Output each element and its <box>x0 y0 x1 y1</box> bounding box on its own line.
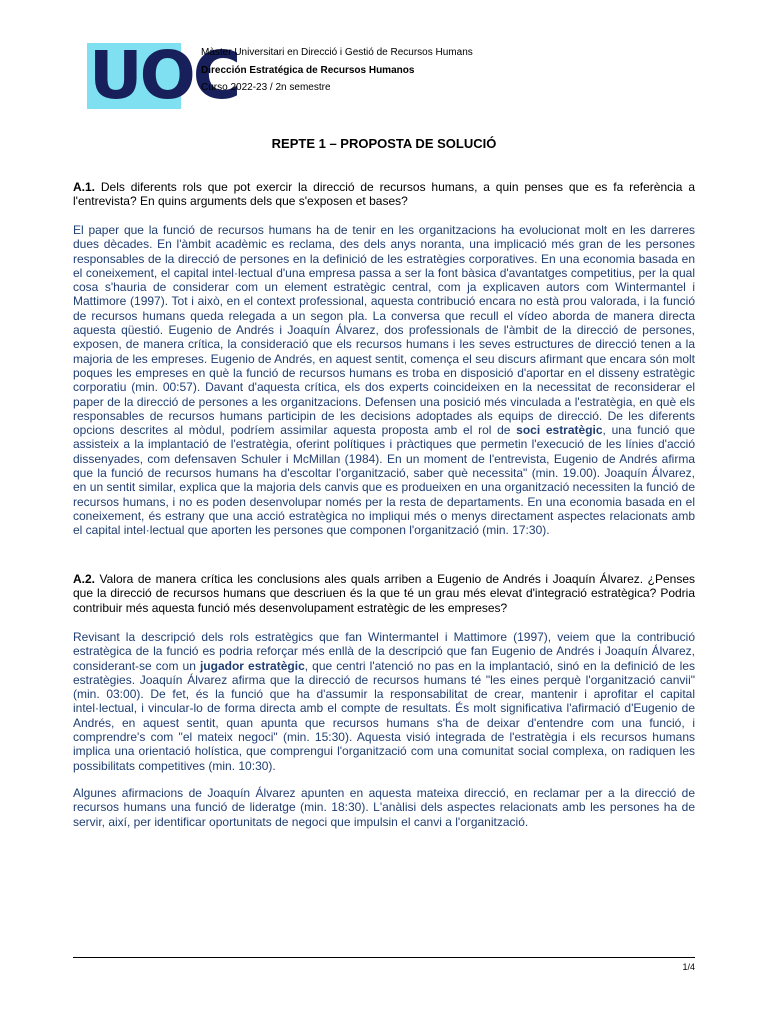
page-title: REPTE 1 – PROPOSTA DE SOLUCIÓ <box>271 136 497 151</box>
answer-a1-part2: , una funció que assisteix a la implantació de l'estratègia, oferint polítiques i pràctiques que permetin l'execució de les línies d'acció dissenyades, com defensaven Schuler i McMillan (1984). En un moment de l'entrevista, Eugenio de Andrés afirma que la funció de recursos humans ha d'escoltar l'organització, saber què necessita" (min. 19.00). Joaquín Álvarez, en un sentit similar, explica que la majoria dels canvis que es produeixen en una organització necessiten la funció de recursos humans, i no es poden desenvolupar només per la resta de departaments. En una economia basada en el coneixement, és estrany que una acció estratègica no impliqui més o menys directament aspectes relacionats amb el capital intel·lectual que aporten les persones que componen l'organització (min. 17:30). <box>73 423 696 538</box>
footer-divider <box>73 957 695 958</box>
question-a1 <box>73 180 695 209</box>
header-course: Dirección Estratégica de Recursos Humanos <box>201 65 415 76</box>
answer-a1-part1: El paper que la funció de recursos humans ha de tenir en les organitzacions ha evolucionat molt en les darreres dues dècades. En l'àmbit acadèmic es reclama, des dels anys noranta, una implicació més gran de les persones responsables de la direcció de persones en la definició de les estratègies corporatives. En una economia basada en el coneixement, el capital intel·lectual d'una empresa passa a ser la font bàsica d'avantatges competitius, per la qual cosa s'hauria de considerar com un element estratègic central, com ja explicaven autors com Wintermantel i Mattimore (1997). Tot i això, en el context professional, aquesta contribució encara no està prou valorada, i la funció de recursos humans queda relegada a un segon pla. La conversa que recull el vídeo aborda de manera directa aquesta qüestió. Eugenio de Andrés i Joaquín Álvarez, dos professionals de l'àmbit de la direcció de persones, exposen, de manera crítica, la consideració que els recursos humans i les seves estructures de direcció tenen a la majoria de les empreses. Eugenio de Andrés, en aquest sentit, comença el seu discurs afirmant que encara són molt poques les empreses en què la funció de recursos humans es troba en disposició d'aportar en el disseny estratègic corporatiu (min. 00:57). Davant d'aquesta crítica, els dos experts coincideixen en la necessitat de reconsiderar el paper de la direcció de persones a les organitzacions. Defensen una posició més vinculada a l'estratègia, en què els responsables de recursos humans participin de les decisions adoptades als equips de direcció. De les diferents opcions descrites al mòdul, podríem assimilar aquesta proposta amb el rol de <box>73 223 695 438</box>
header-term: Curso 2022-23 / 2n semestre <box>201 82 331 93</box>
answer-a2-part2: , que centri l'atenció no pas en la implantació, sinó en la definició de les estratègies. Joaquín Álvarez afirma que la direcció de recursos humans té "les eines perquè l'organització canvii" (min. 03:00). De fet, és la funció que ha d'assumir la responsabilitat de crear, mantenir i aprofitar el capital intel·lectual, i vincular-lo de forma directa amb el compte de resultats. És molt significativa l'afirmació d'Eugenio de Andrés, en aquest sentit, quan apunta que recursos humans s'ha de deixar d'entendre com una funció, i comprendre's com "el mateix negoci" (min. 15:30). Aquesta visió integrada de l'estratègia i els recursos humans implica una orientació holística, que comprengui l'organització com una comunitat social complexa, on radiquen les possibilitats competitives (min. 10:30). <box>73 658 696 773</box>
question-a1-id: A.1. <box>73 180 96 194</box>
question-a1-text: Dels diferents rols que pot exercir la direcció de recursos humans, a quin penses que es fa referència a l'entrevista? En quins arguments dels que s'exposen et bases? <box>73 180 695 209</box>
page-number: 1/4 <box>682 962 695 972</box>
answer-a1 <box>73 223 695 538</box>
answer-a1-highlight: soci estratègic <box>516 423 603 438</box>
answer-a2-part1: Revisant la descripció dels rols estratègics que fan Wintermantel i Mattimore (1997), veiem que la contribució estratègica de la funció es podria reforçar més enllà de la descripció que fan Eugenio de Andrés i Joaquín Álvarez, considerant-se com un <box>73 630 695 673</box>
uoc-logo <box>87 37 239 114</box>
question-a2-text: Valora de manera crítica les conclusions ales quals arriben a Eugenio de Andrés i Joaquín Álvarez. ¿Penses que la direcció de recursos humans que descriuen és la que té un grau més elevat d'integració estratègica? Podria contribuir més aquesta funció més desenvolupament estratègic de les empreses? <box>73 572 695 615</box>
answer-a2-highlight: jugador estratègic <box>199 658 305 673</box>
logo-text: UOC <box>89 37 239 114</box>
answer-a2-paragraph-2: Algunes afirmacions de Joaquín Álvarez apunten en aquesta mateixa direcció, en reclamar per a la direcció de recursos humans una funció de lideratge (min. 18:30). L'anàlisi dels aspectes relacionats amb les persones ha de servir, així, per identificar oportunitats de negoci que impulsin el canvi a l'organització. <box>73 786 695 829</box>
answer-a2 <box>73 630 695 773</box>
header-master: Màster Universitari en Direcció i Gestió de Recursos Humans <box>201 47 473 58</box>
question-a2 <box>73 572 695 615</box>
question-a2-id: A.2. <box>73 572 96 586</box>
